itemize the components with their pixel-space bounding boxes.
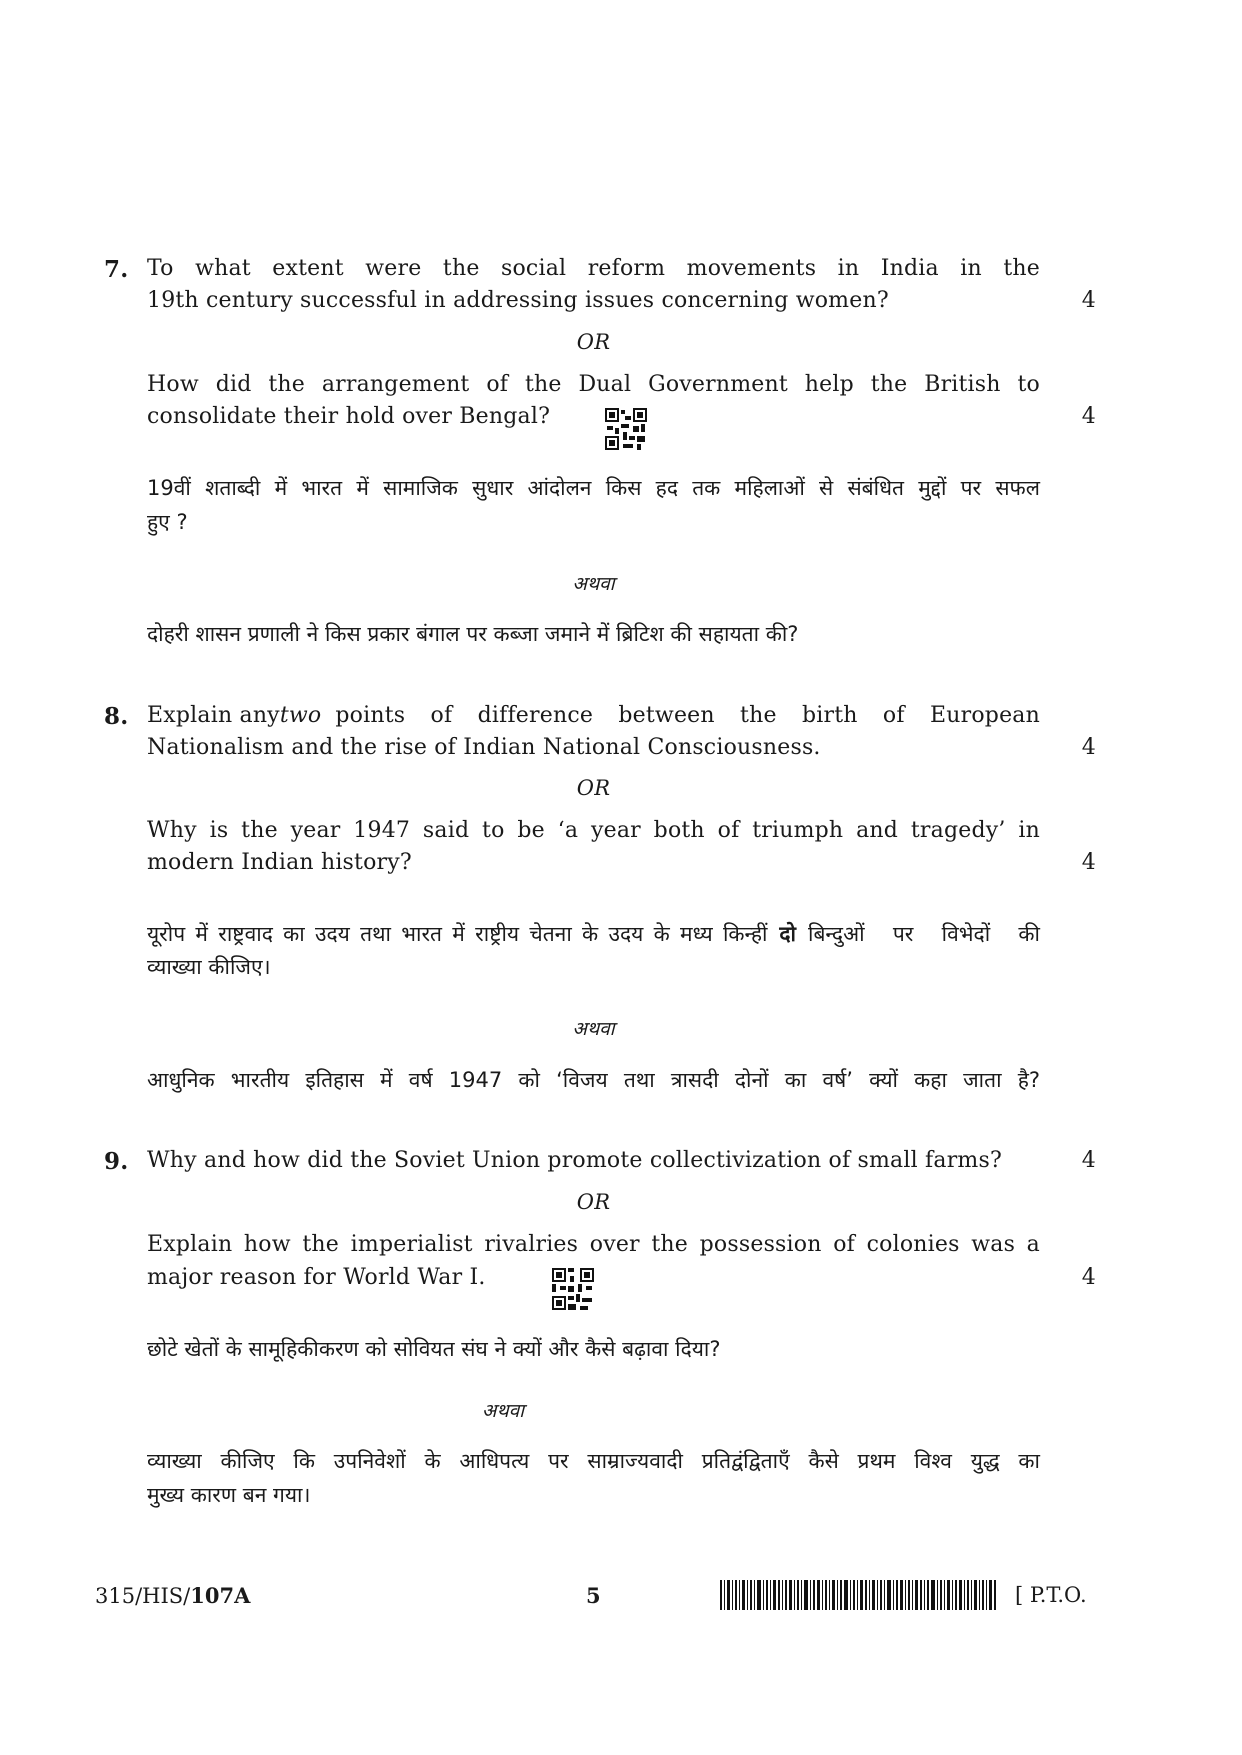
question-7-alt-line1: How did the arrangement of the Dual Government help the British to <box>147 372 1040 397</box>
question-7-alt-marks: 4 <box>1081 404 1096 429</box>
question-8-or: OR <box>576 776 611 800</box>
question-8-hindi-or: अथवा <box>572 1018 615 1040</box>
question-8-alt-marks: 4 <box>1081 850 1096 875</box>
page-number: 5 <box>586 1583 601 1608</box>
question-8-line1-part-b: points of difference between the birth of European <box>335 703 1040 728</box>
question-7-hindi-alt: दोहरी शासन प्रणाली ने किस प्रकार बंगाल पर कब्जा जमाने में ब्रिटिश की सहायता की? <box>147 622 799 646</box>
question-9-alt-line1: Explain how the imperialist rivalries over the possession of colonies was a <box>147 1232 1040 1257</box>
question-8-hindi-alt: आधुनिक भारतीय इतिहास में वर्ष 1947 को ‘विजय तथा त्रासदी दोनों का वर्ष’ क्यों कहा जाता है? <box>147 1068 1040 1092</box>
question-9-alt-line2: major reason for World War I. <box>147 1265 486 1290</box>
question-9-hindi-alt-line1: व्याख्या कीजिए कि उपनिवेशों के आधिपत्य पर साम्राज्यवादी प्रतिद्वंद्विताएँ कैसे प्रथम विश्व युद्ध का <box>147 1449 1040 1473</box>
question-7-line2: 19th century successful in addressing issues concerning women? <box>147 288 889 313</box>
question-9-or: OR <box>576 1190 611 1214</box>
question-8-hindi-line1-part-b: बिन्दुओं पर विभेदों की <box>808 922 1040 946</box>
question-7-hindi-line2: हुए ? <box>147 510 188 534</box>
qr-code-icon <box>552 1268 594 1310</box>
question-8-alt-line2: modern Indian history? <box>147 850 412 875</box>
pto-label: [ P.T.O. <box>1015 1583 1087 1607</box>
question-8-hindi-line1 <box>147 920 1040 948</box>
question-9-hindi-or: अथवा <box>481 1400 525 1422</box>
question-9-marks: 4 <box>1081 1148 1096 1173</box>
question-8-hindi-line1-part-a: यूरोप में राष्ट्रवाद का उदय तथा भारत में राष्ट्रीय चेतना के उदय के मध्य किन्हीं <box>147 922 768 946</box>
question-8-line2: Nationalism and the rise of Indian National Consciousness. <box>147 735 821 760</box>
paper-code-prefix: 315/HIS/ <box>95 1584 191 1608</box>
question-8-hindi-line2: व्याख्या कीजिए। <box>147 955 271 979</box>
question-7-marks: 4 <box>1081 288 1096 313</box>
question-7-number: 7. <box>104 256 129 283</box>
question-7-or: OR <box>576 330 611 354</box>
question-7-line1: To what extent were the social reform movements in India in the <box>147 256 1040 281</box>
question-7-alt-line2: consolidate their hold over Bengal? <box>147 404 551 429</box>
paper-code-set: 107A <box>190 1583 251 1608</box>
question-9-hindi-alt-line2: मुख्य कारण बन गया। <box>147 1483 311 1507</box>
question-8-hindi-bold: दो <box>779 922 796 946</box>
qr-code-icon <box>605 408 647 450</box>
question-8-line1 <box>147 703 1040 728</box>
question-7-hindi-line1: 19वीं शताब्दी में भारत में सामाजिक सुधार आंदोलन किस हद तक महिलाओं से संबंधित मुद्दों पर सफल <box>147 476 1040 500</box>
question-9-number: 9. <box>104 1148 129 1175</box>
question-9-line1: Why and how did the Soviet Union promote collectivization of small farms? <box>147 1148 1002 1173</box>
paper-code <box>95 1583 250 1608</box>
question-9-alt-marks: 4 <box>1081 1265 1096 1290</box>
question-8-emphasis: two <box>279 703 322 728</box>
question-7-hindi-or: अथवा <box>572 573 615 595</box>
question-9-hindi-line1: छोटे खेतों के सामूहिकीकरण को सोवियत संघ ने क्यों और कैसे बढ़ावा दिया? <box>147 1337 721 1361</box>
question-8-line1-part-a: Explain any <box>147 703 280 728</box>
barcode-icon <box>720 1580 997 1610</box>
question-8-alt-line1: Why is the year 1947 said to be ‘a year both of triumph and tragedy’ in <box>147 818 1040 843</box>
question-8-marks: 4 <box>1081 735 1096 760</box>
question-8-number: 8. <box>104 703 129 730</box>
